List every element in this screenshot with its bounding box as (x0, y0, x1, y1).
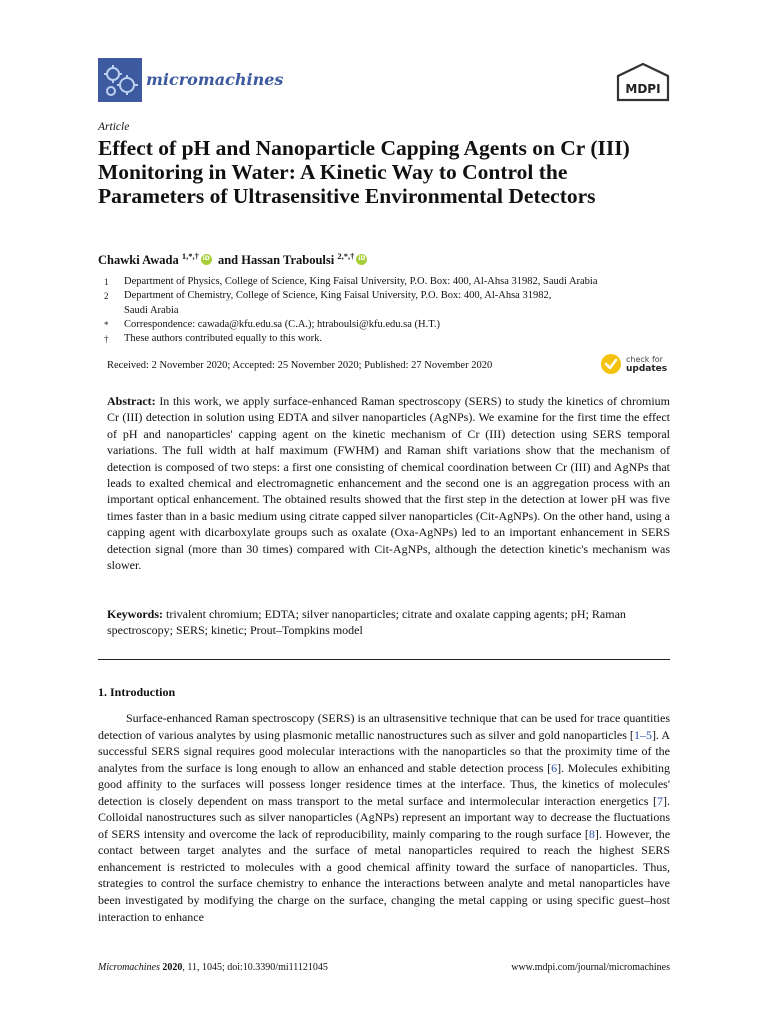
keywords-text: trivalent chromium; EDTA; silver nanoparticles; citrate and oxalate capping agents; pH; Raman spectroscopy; SERS; kinetic; Prout–Tompkins model (107, 607, 626, 638)
section-divider (98, 659, 670, 660)
author-affiliation-marks: 2,*,† (337, 251, 355, 261)
paragraph-text: Surface-enhanced Raman spectroscopy (SERS) is an ultrasensitive technique that can be used for trace quantities detection of various analytes by using plasmonic metallic nanostructures such as silver and gold nanoparticles [ (98, 711, 670, 742)
affiliation-item (104, 275, 674, 289)
reference-link[interactable]: 8 (588, 826, 595, 841)
affiliations (104, 275, 674, 346)
affiliation-text: Department of Physics, College of Science, King Faisal University, P.O. Box: 400, Al-Ahsa 31982, Saudi Arabia (124, 276, 598, 287)
affiliation-mark: 2 (104, 291, 109, 302)
affiliation-item (104, 332, 674, 346)
orcid-icon[interactable] (356, 254, 367, 265)
article-title: Effect of pH and Nanoparticle Capping Agents on Cr (III) Monitoring in Water: A Kinetic Way to Control the Parameters of Ultrasensitive Environmental Detectors (98, 136, 630, 208)
orcid-icon[interactable] (201, 254, 212, 265)
keywords (107, 606, 670, 639)
affiliation-item (104, 318, 674, 332)
footer-journal-url[interactable]: www.mdpi.com/journal/micromachines (511, 962, 670, 973)
equal-contribution-note: These authors contributed equally to this work. (124, 333, 322, 345)
introduction-paragraph (98, 710, 670, 925)
journal-name: micromachines (146, 70, 284, 89)
affiliation-mark: † (104, 334, 109, 345)
section-heading: 1. Introduction (98, 685, 176, 699)
check-for-updates-badge[interactable] (600, 353, 672, 379)
abstract (107, 393, 670, 573)
footer-journal: Micromachines (98, 962, 160, 973)
abstract-text: In this work, we apply surface-enhanced Raman spectroscopy (SERS) to study the kinetics of chromium Cr (III) detection in solution using EDTA and silver nanoparticles (AgNPs). We examine for the first time the effect of pH and nanoparticles' capping agent on the kinetic mechanism of Cr (III) detection using SERS temporal variations. The full width at half maximum (FWHM) and Raman shift variations show that the mechanism of detection is composed of two steps: a first one consisting of chemical coordination between Cr (III) and AgNPs that leads to exalted chemical and electromagnetic enhancement and the second one is an aggregation process with an important optical enhancement. The obtained results showed that the first step in the detection at lower pH was five times faster than in a basic medium using citrate capped silver nanoparticles (Cit-AgNPs). On the other hand, using a capping agent with dicarboxylate groups such as oxalate (Oxa-AgNPs) led to an important enhancement in SERS detection signal (more than 30 times) compared with Cit-AgNPs, although the detection kinetic's mechanism was slower. (107, 394, 671, 573)
paragraph-text: ]. However, the contact between target analytes and the surface of metal nanoparticles required to reach the highest SERS enhancement is restricted to molecules with a good chemical affinity toward the surface of nanoparticles. Thus, strategies to control the surface chemistry to enhance the interactions between analyte and metal nanoparticles have been investigated by modifying the charge on the surface, changing the metal capping or using specific guest–host interaction to enhance (98, 826, 671, 924)
paragraph-text: ]. Colloidal nanostructures such as silver nanoparticles (AgNPs) represent an important way to decrease the fluctuations of SERS intensity and overcome the lack of reproducibility, mainly comparing to the rough surface [ (98, 793, 670, 841)
affiliation-text: Department of Chemistry, College of Science, King Faisal University, P.O. Box: 400, Al-Ahsa 31982, Saudi Arabia (124, 290, 552, 316)
footer-citation (98, 962, 328, 973)
article-type: Article (98, 121, 130, 133)
correspondence-text[interactable]: Correspondence: cawada@kfu.edu.sa (C.A.); htraboulsi@kfu.edu.sa (H.T.) (124, 318, 440, 330)
author-affiliation-marks: 1,*,† (181, 251, 199, 261)
reference-link[interactable]: 7 (657, 793, 663, 808)
keywords-label: Keywords: (107, 607, 163, 621)
publisher-logo-icon (614, 62, 672, 102)
author-name: Chawki Awada (98, 253, 179, 268)
paragraph-text: ]. A successful SERS signal requires good molecular interactions with the nanoparticles so that the proximity time of the analytes from the surface is long enough to allow an enhanced and stable detection process [ (98, 727, 671, 775)
publisher-name: MDPI (625, 82, 661, 96)
author-list (98, 251, 370, 268)
author-connector: and (217, 253, 239, 268)
micromachines-gears-logo-icon (98, 58, 142, 102)
check-updates-line1: check for (626, 355, 663, 364)
checkmark-icon (600, 353, 622, 375)
author-name: Hassan Traboulsi (241, 253, 335, 268)
affiliation-mark: * (104, 319, 109, 330)
reference-link[interactable]: 6 (551, 760, 558, 775)
reference-link[interactable]: 1–5 (633, 727, 652, 742)
publication-dates: Received: 2 November 2020; Accepted: 25 November 2020; Published: 27 November 2020 (107, 360, 493, 371)
check-updates-line2: updates (626, 364, 668, 374)
affiliation-item (104, 289, 674, 318)
check-updates-label (626, 355, 667, 374)
affiliation-mark: 1 (104, 277, 109, 287)
footer-year: 2020 (162, 962, 183, 973)
paragraph-text: ]. Molecules exhibiting good affinity to the surfaces will possess longer residence times at the interface. Thus, the kinetics of molecules' detection is closely dependent on mass transport to the metal surface and intermolecular interaction energetics [ (98, 760, 670, 808)
abstract-label: Abstract: (107, 394, 156, 408)
footer-citation-details: , 11, 1045; doi:10.3390/mi11121045 (182, 962, 328, 973)
